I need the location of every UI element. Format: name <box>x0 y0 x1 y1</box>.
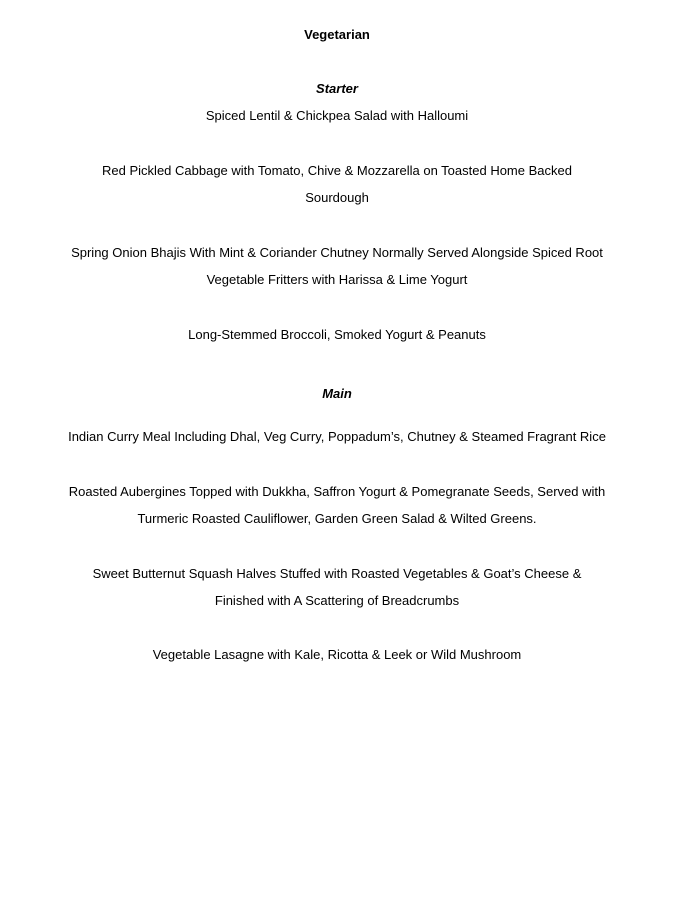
main-item-3-line-2: Finished with A Scattering of Breadcrumbs <box>214 593 460 608</box>
starter-heading: Starter <box>316 81 358 96</box>
menu-title: Vegetarian <box>304 27 370 42</box>
starter-item-4: Long-Stemmed Broccoli, Smoked Yogurt & Peanuts <box>188 327 486 342</box>
starter-item-2-line-2: Sourdough <box>305 190 369 205</box>
main-item-3-line-1: Sweet Butternut Squash Halves Stuffed with Roasted Vegetables & Goat’s Cheese & <box>92 566 582 581</box>
main-item-2-line-1: Roasted Aubergines Topped with Dukkha, Saffron Yogurt & Pomegranate Seeds, Served with <box>68 484 606 499</box>
main-heading: Main <box>322 386 352 401</box>
starter-item-2-line-1: Red Pickled Cabbage with Tomato, Chive & Mozzarella on Toasted Home Backed <box>102 163 572 178</box>
starter-item-3-line-2: Vegetable Fritters with Harissa & Lime Yogurt <box>206 272 468 287</box>
starter-item-3-line-1: Spring Onion Bhajis With Mint & Coriander Chutney Normally Served Alongside Spiced Root <box>71 245 603 260</box>
main-item-1: Indian Curry Meal Including Dhal, Veg Curry, Poppadum’s, Chutney & Steamed Fragrant Rice <box>68 429 606 444</box>
main-item-4: Vegetable Lasagne with Kale, Ricotta & Leek or Wild Mushroom <box>152 647 522 662</box>
main-item-2-line-2: Turmeric Roasted Cauliflower, Garden Green Salad & Wilted Greens. <box>137 511 537 526</box>
starter-item-1: Spiced Lentil & Chickpea Salad with Halloumi <box>205 108 469 123</box>
